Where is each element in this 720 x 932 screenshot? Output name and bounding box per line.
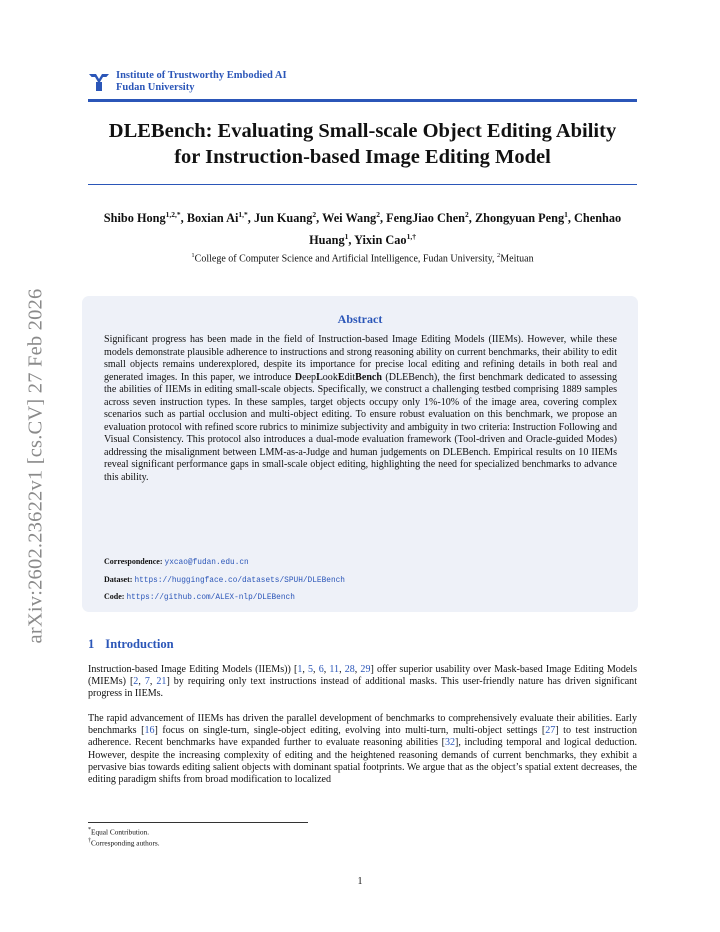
author: [475, 211, 568, 225]
author-name: Shibo Hong: [103, 211, 166, 226]
correspondence-email-link[interactable]: yxcao@fudan.edu.cn: [164, 559, 249, 567]
header-divider: [88, 99, 637, 102]
author-name: Yixin Cao: [354, 232, 407, 247]
benchmark-name-part: eep: [302, 371, 317, 383]
benchmark-name-part: Bench: [355, 371, 382, 383]
author-affiliation-marker: 1,†: [406, 231, 416, 241]
citation-link[interactable]: 2: [133, 676, 139, 688]
benchmark-name-part: ook: [322, 371, 338, 383]
intro-p1-text: ] by requiring only text instructions instead of additional masks. This user-friendly nature has driven significant progress in IIEMs.: [88, 676, 637, 700]
university-name: Fudan University: [116, 81, 195, 93]
citation-link[interactable]: 6: [318, 664, 324, 675]
author: [104, 211, 181, 225]
intro-p1-text: ] offer superior usability over Mask-based Image Editing Models (MIEMs) [: [88, 664, 637, 688]
citation-link[interactable]: 32: [444, 737, 455, 749]
institute-header: [88, 70, 287, 93]
citation-link[interactable]: 16: [144, 725, 155, 737]
author-affiliation-marker: 1: [564, 210, 568, 219]
intro-p2-text: ] to test instruction adherence. Recent benchmarks have expanded further to evaluate reasoning abilities [: [88, 725, 637, 749]
author-name: FengJiao Chen: [386, 211, 466, 226]
section-heading-introduction: [88, 637, 174, 652]
author-affiliation-marker: 1: [344, 231, 349, 241]
intro-p2-text: ], including temporal and logical deduction. However, despite the increasing complexity of editing and the heightened reasoning demands of current benchmarks, they exhibit a pervasive bias towards editing salient objects with dominant spatial footprints. We argue that as the object’s spatial extent decreases, the editing paradigm shifts from broad modification to localized: [88, 737, 637, 786]
abstract-text-part-1: Significant progress has been made in the field of Instruction-based Image Editing Models (IIEMs). However, while these models demonstrate plausible adherence to instructions and strong reasoning ability on current benchmarks, their ability to edit small objects remains underexplored, despite its importance for precise local editing and refining details in both real and generated images. In this paper, we introduce: [104, 334, 617, 383]
author: [386, 211, 469, 225]
footnote-1-mark: *: [88, 827, 92, 833]
title-line-2: for Instruction-based Image Editing Model: [174, 146, 551, 168]
citation-link[interactable]: 28: [344, 664, 355, 675]
correspondence-label: Correspondence:: [104, 557, 163, 566]
dataset-link[interactable]: https://huggingface.co/datasets/SPUH/DLEBench: [134, 576, 345, 585]
footnote-divider: [88, 822, 308, 823]
abstract-box: [82, 296, 638, 612]
author-name: Chenhao Huang: [309, 211, 622, 247]
intro-p2-text: The rapid advancement of IIEMs has driven the parallel development of benchmarks to comprehensively evaluate their abilities. Early benchmarks [: [88, 713, 637, 737]
citation-link[interactable]: 29: [360, 664, 371, 675]
author-name: Zhongyuan Peng: [474, 211, 565, 226]
affiliation-marker-1: 1: [191, 252, 195, 259]
author-list: Shibo Hong$^{1,2,*}$, Boxian $Ai^{1,*}$, Jun Kuang$^2$, Wei Wang$^2$, FengJiao Chen$^2$, Zhongyuan Peng$^1$, Chenhao Huang$^1$, Yixin Cao$^{1,\dagger}$: [103, 210, 622, 247]
affiliations: [88, 252, 637, 264]
footnote-2-text: Corresponding authors.: [91, 838, 160, 848]
footnote-1: [88, 826, 160, 837]
correspondence-line: [104, 554, 345, 572]
author: [187, 211, 248, 225]
author-affiliation-marker: 2: [465, 210, 469, 219]
footnotes: [88, 826, 160, 848]
benchmark-name-part: dit: [344, 371, 356, 383]
author: [322, 211, 380, 225]
section-title: Introduction: [105, 637, 174, 651]
intro-paragraph-2: [88, 713, 637, 786]
footnote-1-text: Equal Contribution.: [91, 827, 150, 837]
intro-p2-text: ] focus on single-turn, single-object editing, evolving into multi-turn, multi-object settings [: [154, 725, 546, 737]
code-label: Code:: [104, 592, 125, 601]
citation-link[interactable]: 11: [329, 664, 340, 675]
benchmark-name-part: E: [337, 371, 345, 383]
author-name: Boxian Ai: [186, 211, 239, 226]
author-name: Jun Kuang: [253, 211, 313, 226]
author-name: Wei Wang: [322, 211, 377, 226]
abstract-links: [104, 554, 345, 607]
dataset-line: [104, 572, 345, 590]
citation-link[interactable]: 27: [545, 725, 556, 737]
author-affiliation-marker: 2: [376, 210, 380, 219]
title-line-1: DLEBench: Evaluating Small-scale Object Editing Ability: [108, 120, 617, 142]
fudan-logo-icon: [88, 71, 110, 93]
author-affiliation-marker: 2: [312, 210, 317, 219]
institute-name: Institute of Trustworthy Embodied AI: [116, 70, 287, 81]
footnote-2: [88, 837, 160, 848]
author: [354, 233, 416, 247]
citation-link[interactable]: 21: [156, 676, 167, 688]
benchmark-name: [295, 372, 382, 383]
abstract-text-part-2: (DLEBench), the first benchmark dedicated to assessing the abilities of IIEMs in editing small-scale objects. Specifically, we construct a challenging testbed comprising 1889 samples across seven instruction types. In these samples, target objects occupy only 1%-10% of the image area, covering complex scenarios such as partial occlusion and multi-object editing. To ensure robust evaluation on this benchmark, we propose an evaluation protocol with refined score rubrics to minimize subjectivity and ambiguity in two criteria: Instruction Following and Visual Consistency. This protocol also introduces a dual-mode evaluation framework (Tool-driven and Oracle-guided Modes) addressing the misalignment between LMM-as-a-Judge and human judgements on DLEBench. Empirical results on 10 IIEMs reveal significant performance gaps in small-scale object editing, highlighting the need for specialized benchmarks to advance this ability.: [104, 371, 617, 484]
code-line: [104, 589, 345, 607]
affiliation-2: Meituan: [500, 253, 534, 265]
author-affiliation-marker: 1,*: [238, 210, 248, 219]
title-divider: [88, 184, 637, 185]
paper-title: [80, 118, 645, 170]
page-number: 1: [357, 876, 363, 887]
benchmark-name-part: D: [294, 371, 303, 383]
affiliation-1: College of Computer Science and Artificial Intelligence, Fudan University,: [194, 253, 497, 265]
benchmark-name-part: L: [316, 371, 323, 383]
abstract-heading: Abstract: [337, 312, 383, 326]
section-number: 1: [88, 637, 95, 651]
intro-p1-text: Instruction-based Image Editing Models (IIEMs)) [: [88, 664, 298, 675]
code-link[interactable]: https://github.com/ALEX-nlp/DLEBench: [126, 594, 295, 602]
abstract-text: [104, 334, 617, 485]
arxiv-stamp-text: arXiv:2602.23622v1 [cs.CV] 27 Feb 2026: [24, 288, 47, 644]
dataset-label: Dataset:: [104, 574, 133, 584]
citation-link[interactable]: 5: [308, 664, 314, 675]
author: [254, 211, 316, 225]
footnote-2-mark: †: [88, 837, 92, 844]
citation-link[interactable]: 1: [297, 664, 303, 675]
author-affiliation-marker: 1,2,*: [165, 210, 181, 219]
affiliation-marker-2: 2: [497, 252, 501, 259]
intro-paragraph-1: Instruction-based Image Editing Models (IIEMs)) [1, 5, 6, 11, 28, 29] offer superior usability over Mask-based Image Editing Models (MIEMs) [2, 7, 21] by requiring only text instructions instead of additional masks. This user-friendly nature has driven significant progress in IIEMs.: [88, 664, 637, 700]
citation-link[interactable]: 7: [144, 676, 150, 688]
